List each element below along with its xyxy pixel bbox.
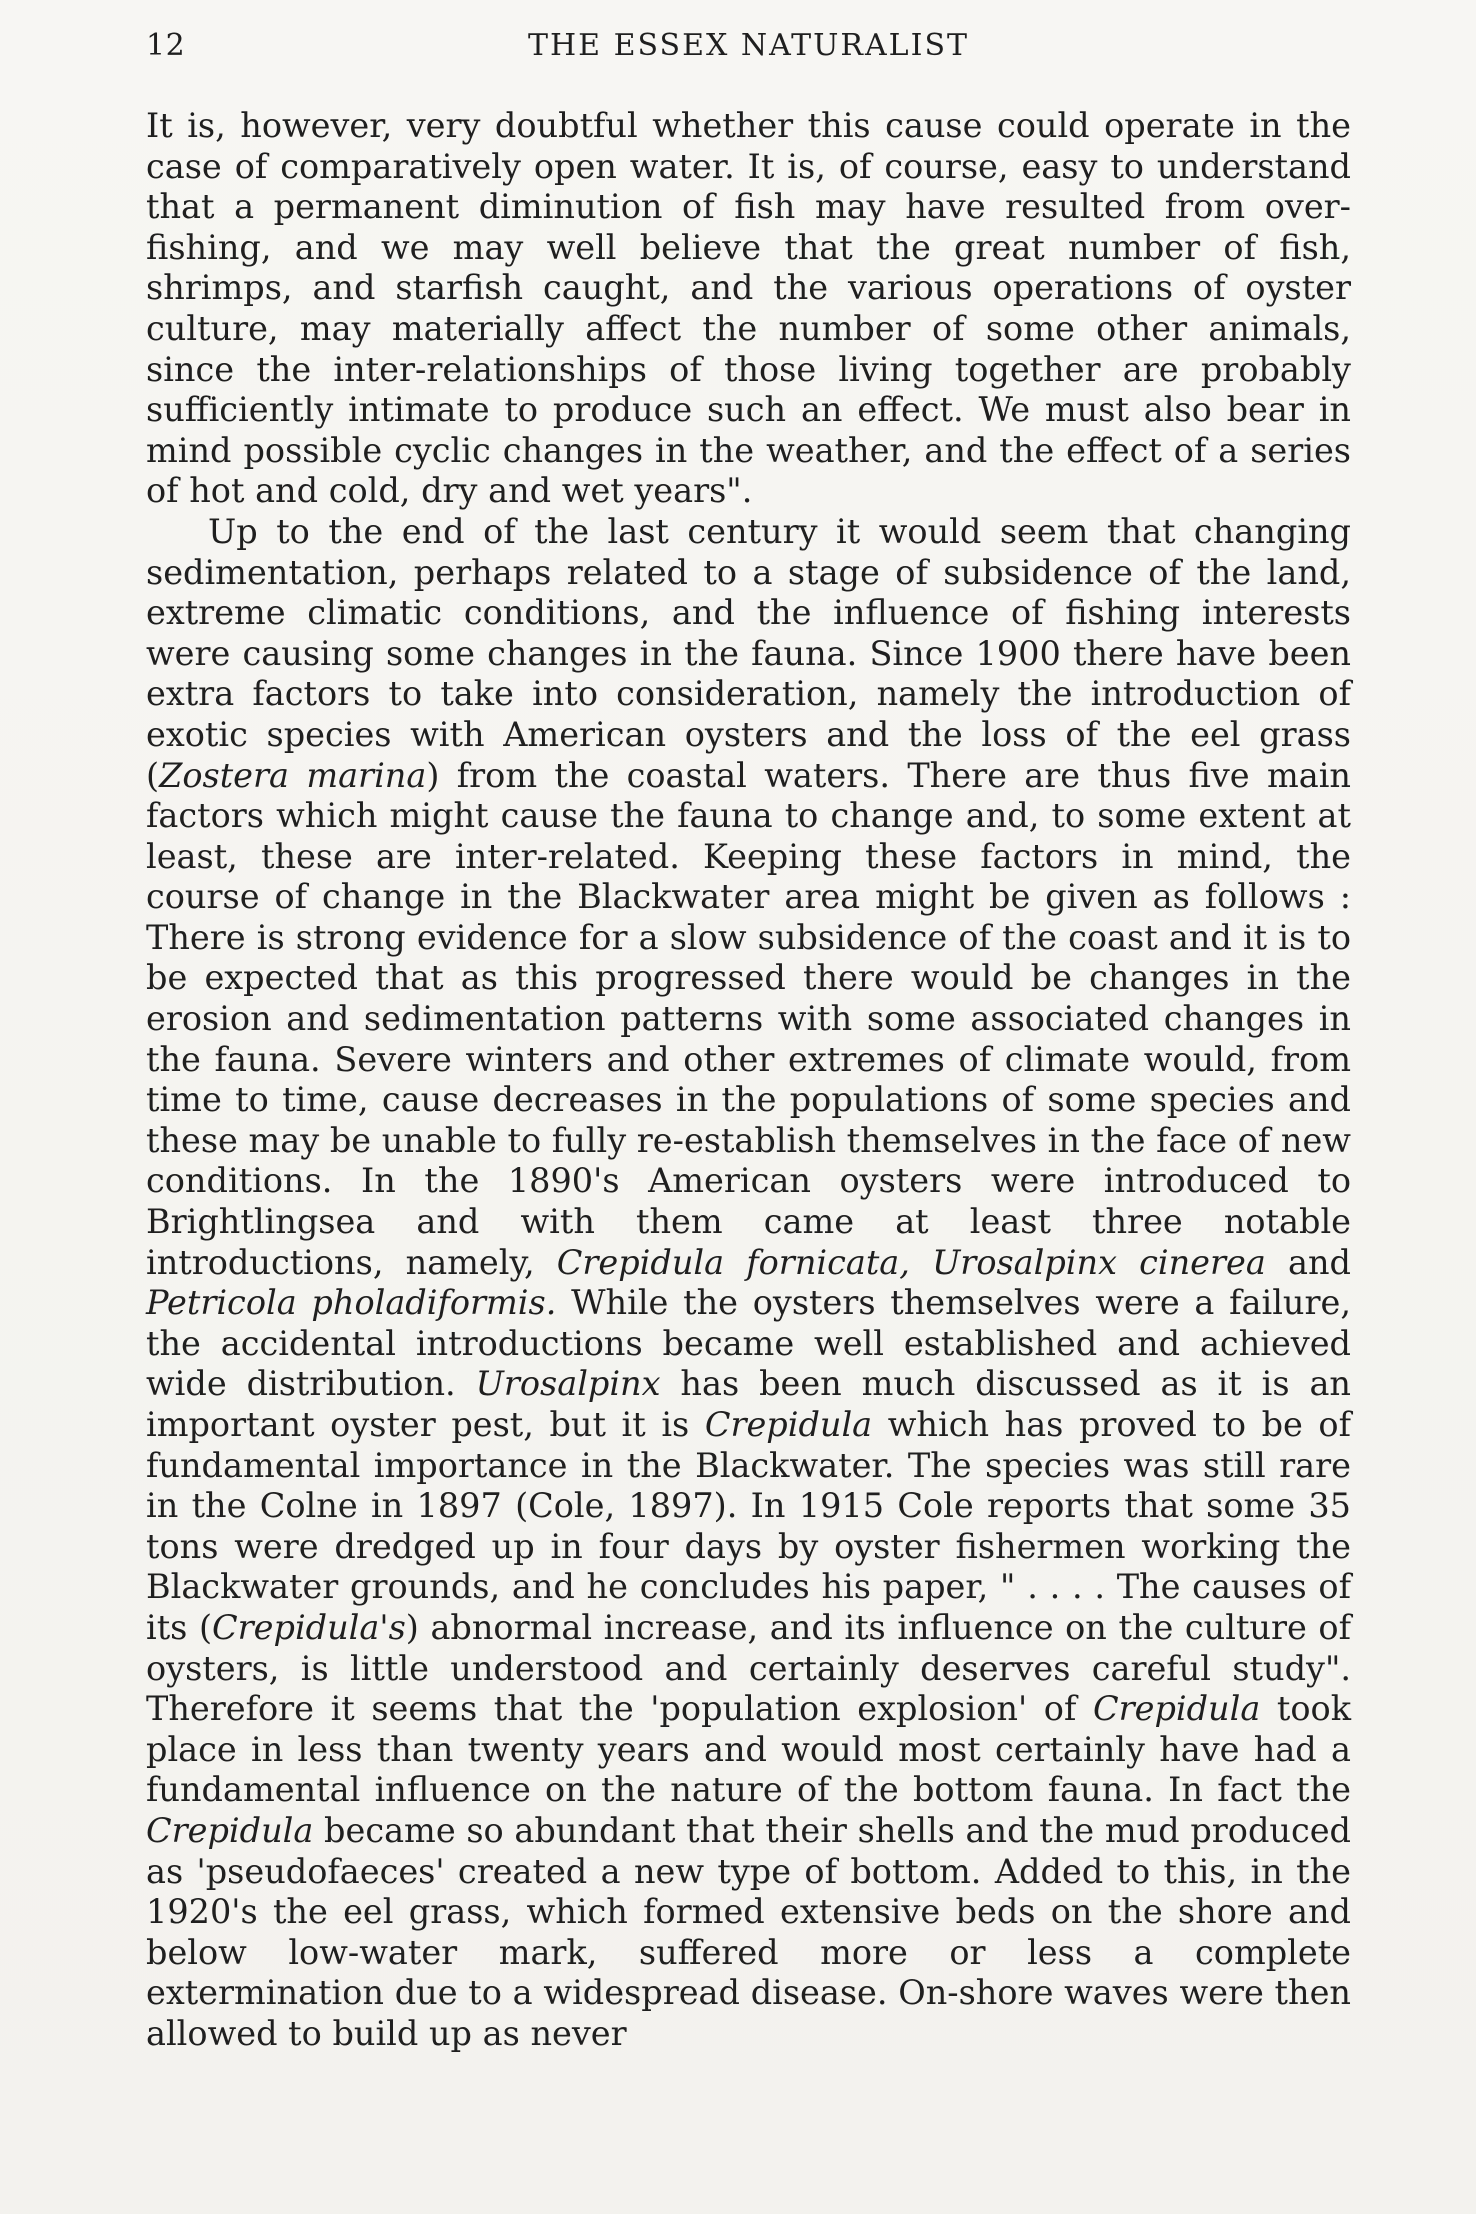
text-run: While the oysters themselves were a failure, the accidental introductions became well established and achieved wide distribution.	[146, 1283, 1351, 1404]
italic-species-name: Crepidula's	[212, 1607, 406, 1647]
italic-species-name: Crepidula	[146, 1810, 314, 1850]
text-run: ) from the coastal waters. There are thus five main factors which might cause the fauna to change and, to some extent at least, these are inter-related. Keeping these factors in mind, the course of change in the Blackwater area might be given as follows : There is strong evidence for a slow subsidence of the coast and it is to be expected that as this progressed there would be changes in the erosion and sedimentation patterns with some associated changes in the fauna. Severe winters and other extremes of climate would, from time to time, cause decreases in the populations of some species and these may be unable to fully re-establish themselves in the face of new conditions. In the 1890's American oysters were introduced to Brightlingsea and with them came at least three notable introductions, namely,	[146, 755, 1351, 1282]
text-run: and	[1265, 1242, 1351, 1282]
text-run: has been much discussed as it is an important oyster pest, but it is	[146, 1364, 1351, 1444]
article-body	[146, 106, 1351, 2055]
italic-species-name: Crepidula	[704, 1405, 873, 1444]
italic-species-name: Crepidula fornicata, Urosalpinx cinerea	[556, 1242, 1266, 1282]
page-header	[146, 28, 1351, 72]
italic-species-name: Crepidula	[1092, 1689, 1261, 1729]
text-run: which has proved to be of fundamental importance in the Blackwater. The species was still rare in the Colne in 1897 (Cole, 1897). In 1915 Cole reports that some 35 tons were dredged up in four days by oyster fishermen working the Blackwater grounds, and he concludes his paper, " . . . . The causes of its (	[146, 1405, 1351, 1647]
page-number: 12	[146, 28, 186, 63]
italic-species-name: Petricola pholadiformis.	[146, 1283, 557, 1323]
italic-species-name: Zostera marina	[159, 755, 427, 795]
text-run: became so abundant that their shells and the mud produced as 'pseudofaeces' created a new type of bottom. Added to this, in the 1920's the eel grass, which formed extensive beds on the shore and below low-water mark, suffered more or less a complete extermination due to a widespread disease. On-shore waves were then allowed to build up as never	[146, 1810, 1351, 2053]
text-run: Up to the end of the last century it would seem that changing sedimentation, perhaps related to a stage of subsidence of the land, extreme climatic conditions, and the influence of fishing interests were causing some changes in the fauna. Since 1900 there have been extra factors to take into consideration, namely the introduction of exotic species with American oysters and the loss of the eel grass (	[146, 511, 1351, 795]
paragraph	[146, 106, 1351, 512]
italic-species-name: Urosalpinx	[475, 1364, 661, 1404]
text-run: ) abnormal increase, and its influence on the culture of oysters, is little understood and certainly deserves careful study". Therefore it seems that the 'population explosion' of	[146, 1607, 1351, 1729]
text-run: took place in less than twenty years and would most certainly have had a fundamental influence on the nature of the bottom fauna. In fact the	[146, 1689, 1352, 1810]
paragraph	[146, 512, 1351, 2055]
running-title: THE ESSEX NATURALIST	[527, 28, 970, 63]
text-run: It is, however, very doubtful whether this cause could operate in the case of comparatively open water. It is, of course, easy to understand that a permanent diminution of fish may have resulted from over-fishing, and we may well believe that the great number of fish, shrimps, and starfish caught, and the various operations of oyster culture, may materially affect the number of some other animals, since the inter-relationships of those living together are probably sufficiently intimate to produce such an effect. We must also bear in mind possible cyclic changes in the weather, and the effect of a series of hot and cold, dry and wet years".	[146, 106, 1351, 511]
